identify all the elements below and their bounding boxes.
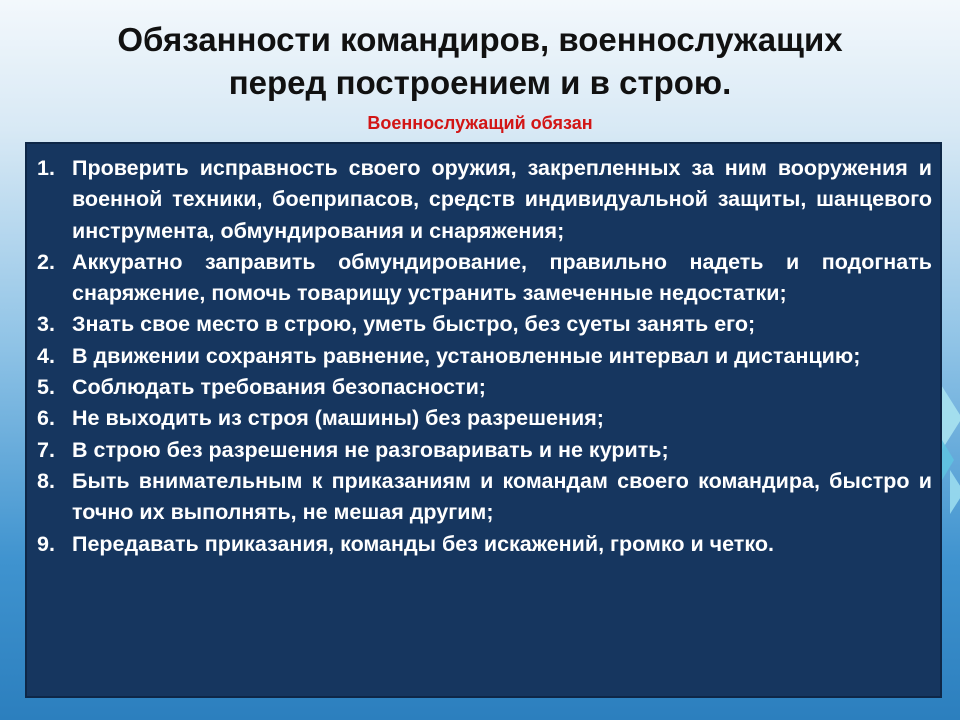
duty-item — [37, 435, 932, 466]
duty-item — [37, 529, 932, 560]
duty-item — [37, 341, 932, 372]
duty-text: Аккуратно заправить обмундирование, правильно надеть и подогнать снаряжение, помочь товарищу устранить замеченные недостатки; — [72, 249, 932, 306]
duty-number: 6. — [37, 406, 55, 431]
duty-number: 7. — [37, 437, 55, 462]
duties-panel — [25, 142, 942, 698]
duty-number: 2. — [37, 249, 55, 274]
duty-item — [37, 153, 932, 247]
duty-text: Знать свое место в строю, уметь быстро, без суеты занять его; — [72, 312, 756, 337]
duty-text: Проверить исправность своего оружия, закрепленных за ним вооружения и военной техники, боеприпасов, средств индивидуальной защиты, шанцевого инструмента, обмундирования и снаряжения; — [72, 156, 932, 243]
duty-item — [37, 247, 932, 310]
duty-number: 4. — [37, 343, 55, 368]
slide-subtitle: Военнослужащий обязан — [367, 113, 593, 133]
duty-item — [37, 372, 932, 403]
duty-number: 5. — [37, 375, 55, 400]
duty-item — [37, 466, 932, 529]
duty-number: 9. — [37, 531, 55, 556]
duties-list — [37, 153, 932, 560]
duty-number: 8. — [37, 468, 55, 493]
slide-title — [0, 18, 960, 104]
duty-item — [37, 309, 932, 340]
decorative-arrow-shape — [950, 470, 960, 514]
duty-text: Не выходить из строя (машины) без разрешения; — [72, 406, 604, 431]
duty-item — [37, 403, 932, 434]
duty-text: Передавать приказания, команды без искажений, громко и четко. — [72, 531, 774, 556]
duty-text: Быть внимательным к приказаниям и командам своего командира, быстро и точно их выполнять, не мешая другим; — [72, 468, 932, 525]
duty-text: В движении сохранять равнение, установленные интервал и дистанцию; — [72, 343, 861, 368]
duty-text: Соблюдать требования безопасности; — [72, 375, 486, 400]
title-line-2: перед построением и в строю. — [228, 64, 732, 101]
duty-text: В строю без разрешения не разговаривать и не курить; — [72, 437, 669, 462]
duty-number: 1. — [37, 156, 55, 180]
title-line-1: Обязанности командиров, военнослужащих — [117, 21, 843, 58]
duty-number: 3. — [37, 312, 55, 337]
